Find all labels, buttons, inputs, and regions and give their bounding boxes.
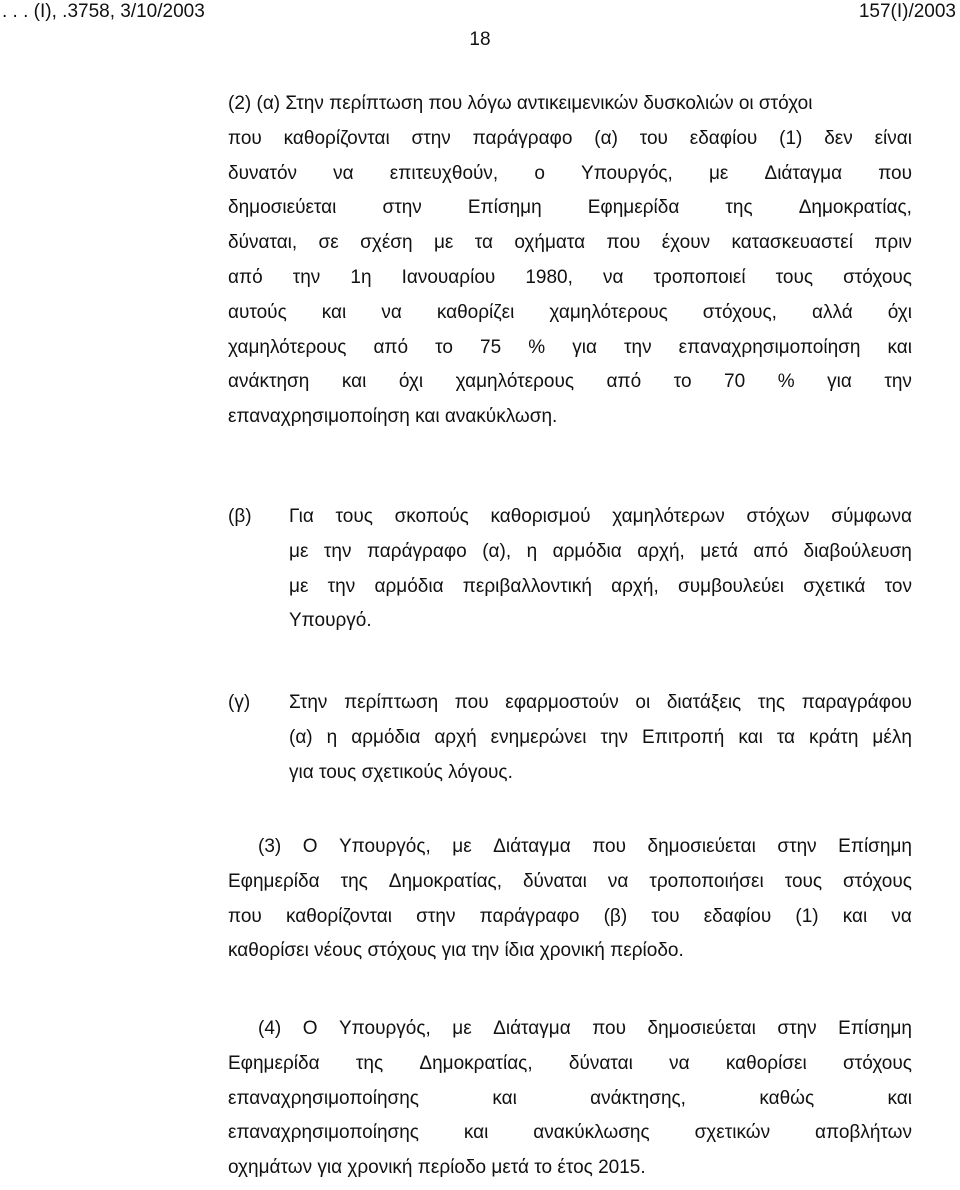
- paragraph-line: Υπουργό.: [289, 610, 372, 632]
- paragraph-line: δημοσιεύεται στην Επίσημη Εφημερίδα της Δημοκρατίας,: [228, 197, 912, 219]
- paragraph-line: για τους σχετικούς λόγους.: [289, 761, 513, 783]
- paragraph-line: επαναχρησιμοποίηση και ανακύκλωση.: [228, 406, 558, 428]
- paragraph-line: με την αρμόδια περιβαλλοντική αρχή, συμβουλεύει σχετικά τον: [289, 575, 912, 597]
- paragraph-line: δύναται, σε σχέση με τα οχήματα που έχουν κατασκευαστεί πριν: [228, 232, 912, 254]
- paragraph-line: (α) η αρμόδια αρχή ενημερώνει την Επιτροπή και τα κράτη μέλη: [289, 726, 912, 748]
- header-law-number: 157(Ι)/2003: [858, 1, 956, 22]
- paragraph-2c-label: (γ): [228, 692, 251, 713]
- paragraph-4: [228, 1012, 912, 1186]
- paragraph-line: που καθορίζονται στην παράγραφο (α) του εδαφίου (1) δεν είναι: [228, 127, 912, 149]
- paragraph-2c: [289, 686, 912, 790]
- paragraph-line: καθορίσει νέους στόχους για την ίδια χρονική περίοδο.: [228, 940, 684, 962]
- paragraph-line: Εφημερίδα της Δημοκρατίας, δύναται να καθορίσει στόχους: [228, 1052, 912, 1074]
- paragraph-line: Εφημερίδα της Δημοκρατίας, δύναται να τροποποιήσει τους στόχους: [228, 870, 912, 892]
- paragraph-2b: [289, 500, 912, 639]
- paragraph-line: Στην περίπτωση που εφαρμοστούν οι διατάξεις της παραγράφου: [289, 692, 912, 713]
- paragraph-3: [228, 830, 912, 969]
- paragraph-line: από την 1η Ιανουαρίου 1980, να τροποποιεί τους στόχους: [228, 266, 912, 288]
- paragraph-line: επαναχρησιμοποίησης και ανάκτησης, καθώς και: [228, 1087, 912, 1109]
- paragraph-2a: [228, 87, 912, 435]
- paragraph-line: δυνατόν να επιτευχθούν, ο Υπουργός, με Διάταγμα που: [228, 162, 912, 184]
- paragraph-line: που καθορίζονται στην παράγραφο (β) του εδαφίου (1) και να: [228, 905, 912, 927]
- paragraph-line: ανάκτηση και όχι χαμηλότερους από το 70 % για την: [228, 371, 912, 393]
- page-number: 18: [469, 29, 491, 50]
- paragraph-line: επαναχρησιμοποίησης και ανακύκλωσης σχετικών αποβλήτων: [228, 1122, 912, 1144]
- header-gazette-reference: . . . (Ι), .3758, 3/10/2003: [2, 1, 205, 22]
- paragraph-line: αυτούς και να καθορίζει χαμηλότερους στόχους, αλλά όχι: [228, 301, 912, 323]
- paragraph-line: (3) Ο Υπουργός, με Διάταγμα που δημοσιεύεται στην Επίσημη: [258, 836, 912, 857]
- paragraph-line: χαμηλότερους από το 75 % για την επαναχρησιμοποίηση και: [228, 336, 912, 358]
- paragraph-line: με την παράγραφο (α), η αρμόδια αρχή, μετά από διαβούλευση: [289, 540, 912, 562]
- paragraph-line: οχημάτων για χρονική περίοδο μετά το έτος 2015.: [228, 1157, 646, 1179]
- paragraph-2b-label: (β): [228, 506, 252, 527]
- paragraph-line: (4) Ο Υπουργός, με Διάταγμα που δημοσιεύεται στην Επίσημη: [258, 1018, 912, 1039]
- paragraph-line: Για τους σκοπούς καθορισμού χαμηλότερων στόχων σύμφωνα: [289, 506, 912, 527]
- paragraph-line: (2) (α) Στην περίπτωση που λόγω αντικειμενικών δυσκολιών οι στόχοι: [228, 93, 813, 114]
